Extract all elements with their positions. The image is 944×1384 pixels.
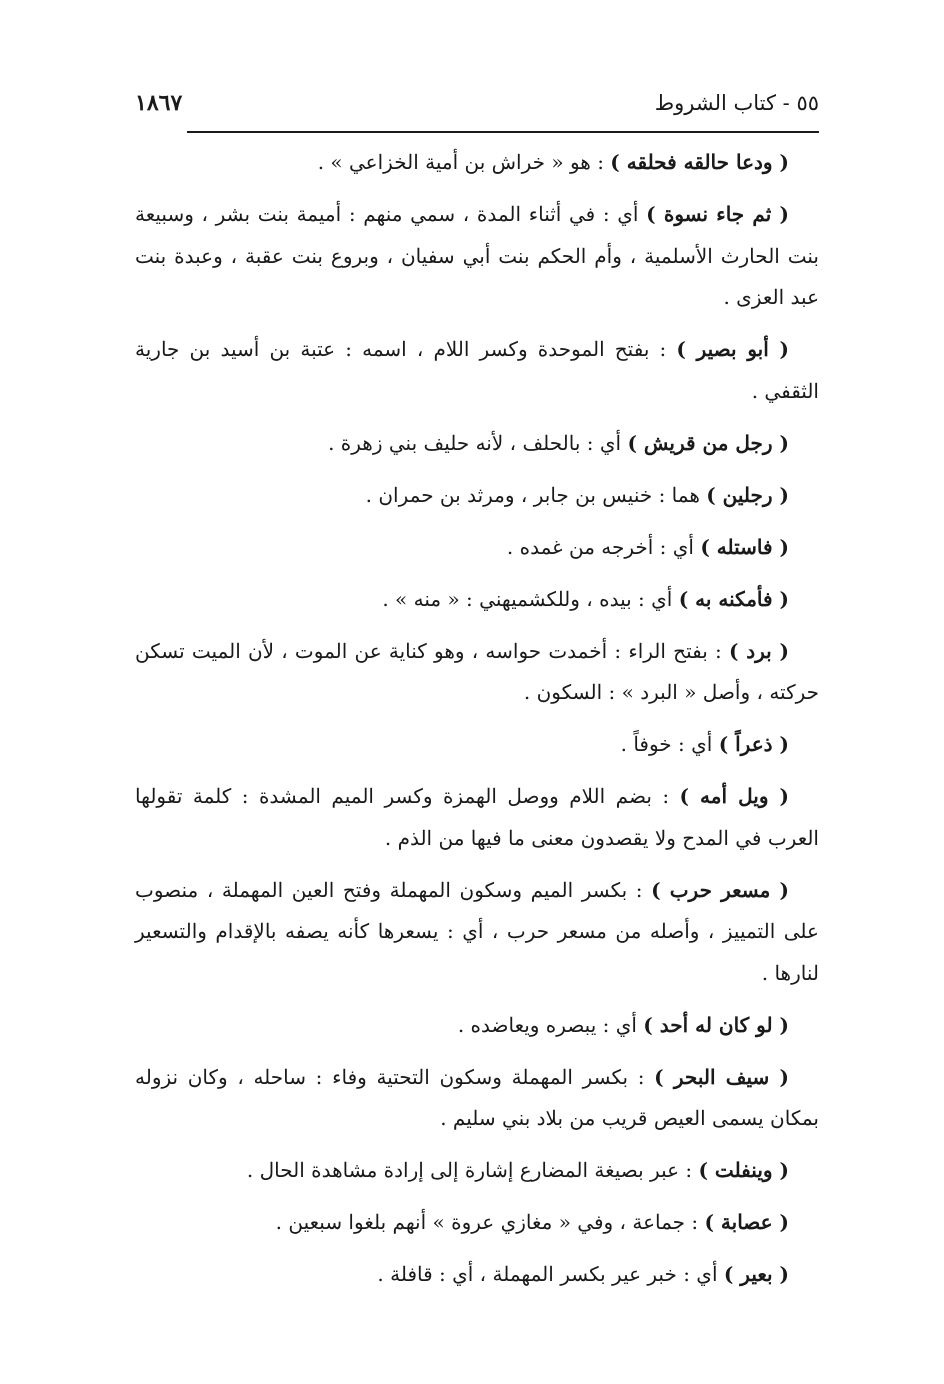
entry-text: : بفتح الراء : أخمدت حواسه ، وهو كناية عن الموت ، لأن الميت تسكن حركته ، وأصل « البرد » : السكون . [135, 638, 819, 704]
chapter-title: ٥٥ - كتاب الشروط [654, 91, 819, 115]
commentary-entry [135, 1254, 819, 1296]
entry-text: هما : خنيس بن جابر ، ومرثد بن حمران . [365, 482, 707, 507]
entry-text: أي : يبصره ويعاضده . [457, 1012, 644, 1037]
commentary-entry [135, 194, 819, 319]
commentary-entry [135, 724, 819, 766]
entry-term: ( ويل أمه ) [679, 784, 789, 808]
header-rule [187, 131, 819, 133]
commentary-entry [135, 1150, 819, 1192]
commentary-entry [135, 423, 819, 465]
entry-term: ( ذعراً ) [718, 732, 789, 756]
book-page [135, 0, 819, 1384]
entry-text: أي : خوفاً . [620, 732, 719, 756]
commentary-entry [135, 870, 819, 995]
entry-term: ( بعير ) [723, 1262, 789, 1286]
page-number: ١٨٦٧ [135, 90, 183, 116]
entry-text: أي : خبر عير بكسر المهملة ، أي : قافلة . [377, 1262, 724, 1286]
entry-term: ( مسعر حرب ) [651, 877, 789, 902]
entry-term: ( برد ) [728, 638, 790, 663]
entry-term: ( ثم جاء نسوة ) [646, 202, 790, 226]
commentary-entry [135, 475, 819, 517]
entry-term: ( رجلين ) [706, 482, 789, 507]
entry-text: : هو « خراش بن أمية الخزاعي » . [317, 150, 611, 174]
commentary-entry [135, 1202, 819, 1244]
entry-term: ( لو كان له أحد ) [643, 1012, 789, 1037]
entry-text: : بفتح الموحدة وكسر اللام ، اسمه : عتبة بن أسيد بن جارية الثقفي . [135, 337, 819, 403]
entry-term: ( ودعا حالقه فحلقه ) [610, 150, 789, 174]
commentary-entry [135, 142, 819, 184]
entry-term: ( رجل من قريش ) [627, 430, 789, 455]
commentary-entry [135, 527, 819, 569]
commentary-entry [135, 1005, 819, 1047]
entry-term: ( وينفلت ) [698, 1158, 789, 1182]
entry-term: ( عصابة ) [704, 1210, 789, 1234]
commentary-entry [135, 1057, 819, 1140]
page-header [135, 88, 819, 128]
entry-text: : عبر بصيغة المضارع إشارة إلى إرادة مشاهدة الحال . [246, 1158, 699, 1182]
entry-text: : بضم اللام ووصل الهمزة وكسر الميم المشدة : كلمة تقولها العرب في المدح ولا يقصدون معنى ما فيها من الذم . [135, 784, 819, 850]
entry-text: : جماعة ، وفي « مغازي عروة » أنهم بلغوا سبعين . [275, 1210, 705, 1234]
commentary-entry [135, 329, 819, 412]
entry-text: أي : بيده ، وللكشميهني : « منه » . [382, 586, 679, 611]
entry-text: أي : في أثناء المدة ، سمي منهم : أميمة بنت بشر ، وسبيعة بنت الحارث الأسلمية ، وأم الحكم بنت أبي سفيان ، وبروع بنت عقبة ، وعبدة بنت عبد العزى . [135, 202, 819, 309]
commentary-entry [135, 631, 819, 714]
entry-term: ( فأمكنه به ) [678, 586, 789, 611]
entry-text: أي : بالحلف ، لأنه حليف بني زهرة . [328, 430, 628, 455]
entry-term: ( أبو بصير ) [676, 337, 789, 361]
commentary-entry [135, 579, 819, 621]
commentary-body [135, 142, 819, 1306]
entry-term: ( سيف البحر ) [654, 1064, 789, 1089]
entry-text: : بكسر الميم وسكون المهملة وفتح العين المهملة ، منصوب على التمييز ، وأصله من مسعر حرب ، أي : يسعرها كأنه يصفه بالإقدام والتسعير لنارها . [135, 877, 819, 985]
entry-text: أي : أخرجه من غمده . [506, 534, 701, 559]
entry-text: : بكسر المهملة وسكون التحتية وفاء : ساحله ، وكان نزوله بمكان يسمى العيص قريب من بلاد بني سليم . [135, 1064, 819, 1130]
entry-term: ( فاستله ) [700, 534, 789, 559]
commentary-entry [135, 776, 819, 859]
